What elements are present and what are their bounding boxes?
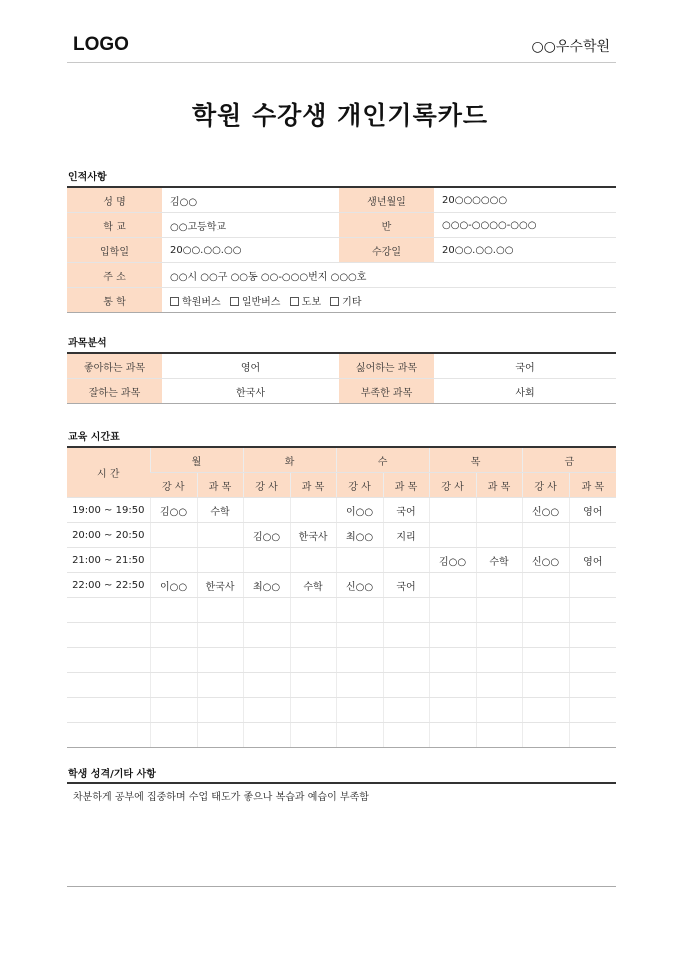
checkbox-other[interactable] xyxy=(330,297,339,306)
class-label: 반 xyxy=(339,213,434,238)
subject-cell xyxy=(197,723,243,748)
day-tue: 화 xyxy=(243,447,336,473)
course-date-value: 20○○.○○.○○ xyxy=(434,238,616,263)
school-label: 학 교 xyxy=(67,213,162,238)
subject-cell xyxy=(569,698,616,723)
teacher-cell xyxy=(336,598,383,623)
subject-cell xyxy=(197,698,243,723)
teacher-cell xyxy=(243,673,290,698)
subject-cell xyxy=(290,598,336,623)
table-row xyxy=(67,698,616,723)
notes-text: 차분하게 공부에 집중하며 수업 태도가 좋으나 복습과 예습이 부족함 xyxy=(73,792,369,803)
teacher-cell xyxy=(522,673,569,698)
class-value: ○○○-○○○○-○○○ xyxy=(434,213,616,238)
time-slot: 22:00 ~ 22:50 xyxy=(67,573,150,598)
subject-cell: 영어 xyxy=(569,498,616,523)
address-label: 주 소 xyxy=(67,263,162,288)
teacher-header: 강 사 xyxy=(243,473,290,498)
dislike-label: 싫어하는 과목 xyxy=(339,353,434,379)
teacher-header: 강 사 xyxy=(429,473,476,498)
subject-cell xyxy=(290,673,336,698)
timetable-sub-header xyxy=(67,473,616,498)
subject-cell xyxy=(569,623,616,648)
subject-cell xyxy=(569,723,616,748)
section-title-notes: 학생 성격/기타 사항 xyxy=(68,769,156,780)
subject-cell xyxy=(476,498,522,523)
teacher-cell: 김○○ xyxy=(429,548,476,573)
table-row xyxy=(67,238,616,263)
subject-header: 과 목 xyxy=(569,473,616,498)
time-slot xyxy=(67,723,150,748)
subject-cell xyxy=(476,573,522,598)
subject-cell xyxy=(290,623,336,648)
teacher-cell xyxy=(522,598,569,623)
teacher-cell xyxy=(429,523,476,548)
teacher-cell xyxy=(429,598,476,623)
subject-cell: 영어 xyxy=(569,548,616,573)
subject-cell xyxy=(476,523,522,548)
table-row xyxy=(67,213,616,238)
teacher-cell xyxy=(522,648,569,673)
commute-label: 통 학 xyxy=(67,288,162,313)
subject-cell xyxy=(197,548,243,573)
birth-label: 생년월일 xyxy=(339,187,434,213)
teacher-header: 강 사 xyxy=(336,473,383,498)
time-slot xyxy=(67,673,150,698)
teacher-cell xyxy=(150,598,197,623)
teacher-cell xyxy=(429,673,476,698)
table-row xyxy=(67,548,616,573)
teacher-cell xyxy=(429,723,476,748)
time-slot xyxy=(67,623,150,648)
teacher-cell xyxy=(522,573,569,598)
teacher-cell: 김○○ xyxy=(243,523,290,548)
school-value: ○○고등학교 xyxy=(162,213,339,238)
table-row xyxy=(67,598,616,623)
subject-cell xyxy=(476,598,522,623)
like-value: 영어 xyxy=(162,353,339,379)
option-label: 일반버스 xyxy=(241,296,281,308)
academy-name: ○○우수학원 xyxy=(531,39,610,55)
table-row xyxy=(67,353,616,379)
section-title-personal: 인적사항 xyxy=(68,172,107,183)
teacher-cell xyxy=(429,498,476,523)
teacher-cell xyxy=(243,548,290,573)
subject-cell: 수학 xyxy=(476,548,522,573)
teacher-cell xyxy=(243,723,290,748)
weak-label: 부족한 과목 xyxy=(339,379,434,404)
subject-cell xyxy=(383,548,429,573)
document-title: 학원 수강생 개인기록카드 xyxy=(191,101,489,130)
time-slot: 21:00 ~ 21:50 xyxy=(67,548,150,573)
teacher-cell xyxy=(150,623,197,648)
day-fri: 금 xyxy=(522,447,616,473)
subject-cell xyxy=(383,723,429,748)
teacher-cell xyxy=(150,698,197,723)
subject-cell xyxy=(197,648,243,673)
name-label: 성 명 xyxy=(67,187,162,213)
notes-bottom-line xyxy=(67,886,616,887)
teacher-cell xyxy=(429,573,476,598)
table-row xyxy=(67,187,616,213)
good-label: 잘하는 과목 xyxy=(67,379,162,404)
teacher-cell xyxy=(150,723,197,748)
teacher-cell xyxy=(243,598,290,623)
subject-cell xyxy=(383,648,429,673)
subject-cell xyxy=(197,673,243,698)
subject-cell xyxy=(569,673,616,698)
logo: LOGO xyxy=(73,34,129,55)
subject-header: 과 목 xyxy=(383,473,429,498)
table-row xyxy=(67,288,616,313)
checkbox-walk[interactable] xyxy=(290,297,299,306)
subject-cell xyxy=(197,523,243,548)
subject-cell xyxy=(290,698,336,723)
teacher-cell xyxy=(243,498,290,523)
subject-cell: 한국사 xyxy=(197,573,243,598)
checkbox-public-bus[interactable] xyxy=(230,297,239,306)
time-slot xyxy=(67,598,150,623)
entry-date-label: 입학일 xyxy=(67,238,162,263)
teacher-header: 강 사 xyxy=(150,473,197,498)
table-row xyxy=(67,623,616,648)
subject-analysis-table xyxy=(67,352,616,404)
subject-cell xyxy=(476,648,522,673)
teacher-cell: 최○○ xyxy=(243,573,290,598)
subject-cell: 수학 xyxy=(290,573,336,598)
section-title-timetable: 교육 시간표 xyxy=(68,432,120,443)
subject-cell: 지리 xyxy=(383,523,429,548)
subject-cell xyxy=(476,698,522,723)
subject-cell xyxy=(569,573,616,598)
subject-cell xyxy=(290,548,336,573)
teacher-cell xyxy=(150,548,197,573)
subject-cell xyxy=(197,623,243,648)
subject-cell: 수학 xyxy=(197,498,243,523)
time-slot: 20:00 ~ 20:50 xyxy=(67,523,150,548)
teacher-cell xyxy=(429,623,476,648)
notes-top-line xyxy=(67,782,616,784)
teacher-header: 강 사 xyxy=(522,473,569,498)
subject-cell: 국어 xyxy=(383,573,429,598)
subject-cell xyxy=(290,723,336,748)
table-row xyxy=(67,573,616,598)
commute-options xyxy=(162,288,616,313)
subject-cell: 국어 xyxy=(383,498,429,523)
table-row xyxy=(67,673,616,698)
teacher-cell: 신○○ xyxy=(522,548,569,573)
teacher-cell xyxy=(429,698,476,723)
table-row xyxy=(67,523,616,548)
table-row xyxy=(67,263,616,288)
teacher-cell xyxy=(336,623,383,648)
dislike-value: 국어 xyxy=(434,353,616,379)
teacher-cell xyxy=(336,698,383,723)
time-slot: 19:00 ~ 19:50 xyxy=(67,498,150,523)
subject-cell xyxy=(476,673,522,698)
teacher-cell: 신○○ xyxy=(336,573,383,598)
checkbox-bus[interactable] xyxy=(170,297,179,306)
time-header: 시 간 xyxy=(67,447,150,498)
good-value: 한국사 xyxy=(162,379,339,404)
subject-header: 과 목 xyxy=(476,473,522,498)
birth-value: 20○○○○○○ xyxy=(434,187,616,213)
teacher-cell xyxy=(336,548,383,573)
teacher-cell xyxy=(522,698,569,723)
subject-cell xyxy=(569,523,616,548)
teacher-cell xyxy=(150,523,197,548)
teacher-cell: 이○○ xyxy=(150,573,197,598)
subject-cell xyxy=(383,698,429,723)
like-label: 좋아하는 과목 xyxy=(67,353,162,379)
subject-cell xyxy=(569,648,616,673)
teacher-cell xyxy=(243,623,290,648)
subject-cell xyxy=(476,723,522,748)
table-row xyxy=(67,723,616,748)
weak-value: 사회 xyxy=(434,379,616,404)
page-header xyxy=(67,30,616,63)
subject-cell xyxy=(569,598,616,623)
address-value: ○○시 ○○구 ○○동 ○○-○○○번지 ○○○호 xyxy=(162,263,616,288)
teacher-cell xyxy=(336,723,383,748)
subject-cell xyxy=(476,623,522,648)
teacher-cell xyxy=(150,648,197,673)
teacher-cell: 김○○ xyxy=(150,498,197,523)
subject-cell xyxy=(383,673,429,698)
time-slot xyxy=(67,698,150,723)
subject-cell xyxy=(383,623,429,648)
subject-cell xyxy=(383,598,429,623)
subject-header: 과 목 xyxy=(290,473,336,498)
day-mon: 월 xyxy=(150,447,243,473)
option-label: 도보 xyxy=(301,296,321,308)
section-title-subjects: 과목분석 xyxy=(68,338,107,349)
teacher-cell: 신○○ xyxy=(522,498,569,523)
name-value: 김○○ xyxy=(162,187,339,213)
teacher-cell xyxy=(522,623,569,648)
day-wed: 수 xyxy=(336,447,429,473)
course-date-label: 수강일 xyxy=(339,238,434,263)
subject-cell xyxy=(290,648,336,673)
timetable-day-header xyxy=(67,447,616,473)
teacher-cell xyxy=(429,648,476,673)
subject-cell xyxy=(290,498,336,523)
table-row xyxy=(67,648,616,673)
table-row xyxy=(67,498,616,523)
table-row xyxy=(67,379,616,404)
teacher-cell xyxy=(336,648,383,673)
teacher-cell: 최○○ xyxy=(336,523,383,548)
teacher-cell xyxy=(336,673,383,698)
day-thu: 목 xyxy=(429,447,522,473)
entry-date-value: 20○○.○○.○○ xyxy=(162,238,339,263)
teacher-cell xyxy=(243,698,290,723)
teacher-cell xyxy=(522,523,569,548)
teacher-cell xyxy=(243,648,290,673)
teacher-cell xyxy=(522,723,569,748)
personal-info-table xyxy=(67,186,616,313)
subject-cell: 한국사 xyxy=(290,523,336,548)
teacher-cell: 이○○ xyxy=(336,498,383,523)
subject-cell xyxy=(197,598,243,623)
time-slot xyxy=(67,648,150,673)
timetable xyxy=(67,446,616,748)
option-label: 학원버스 xyxy=(182,296,221,308)
option-label: 기타 xyxy=(342,296,362,308)
teacher-cell xyxy=(150,673,197,698)
subject-header: 과 목 xyxy=(197,473,243,498)
